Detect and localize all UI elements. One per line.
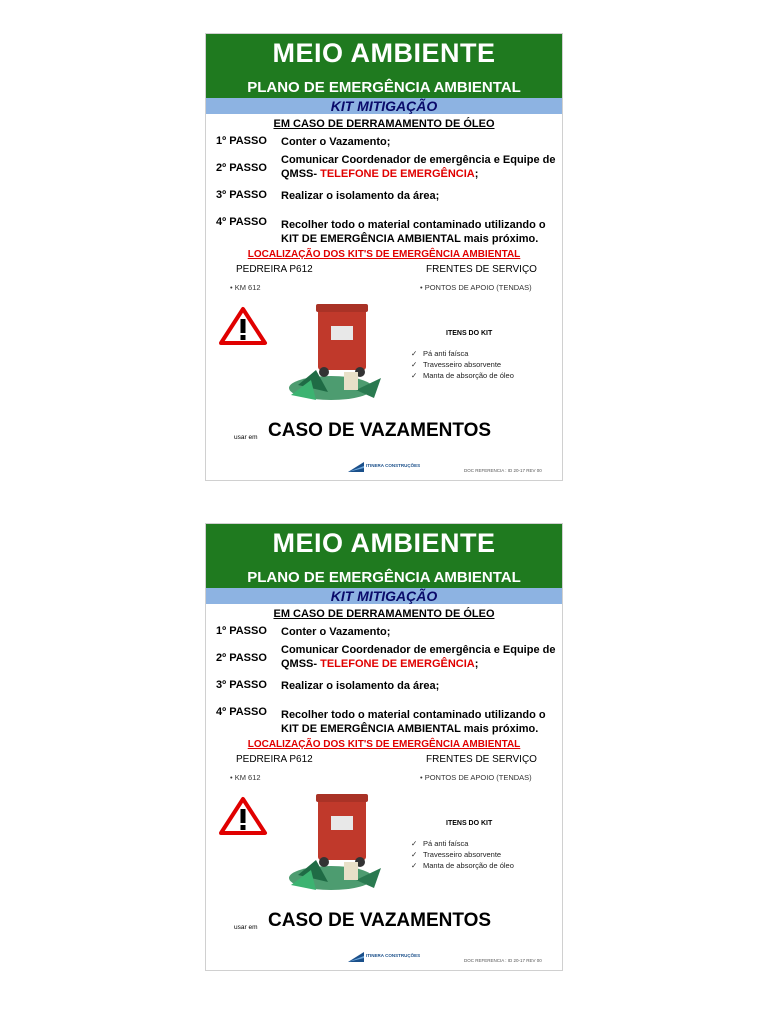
left-item: • KM 612 bbox=[230, 283, 261, 292]
case-heading: EM CASO DE DERRAMAMENTO DE ÓLEO bbox=[273, 608, 495, 620]
kit-items-heading: ITENS DO KIT bbox=[446, 820, 493, 827]
right-item: • PONTOS DE APOIO (TENDAS) bbox=[420, 283, 532, 292]
usar-label: usar em bbox=[234, 434, 258, 441]
poster-header bbox=[206, 524, 562, 588]
poster-header bbox=[206, 34, 562, 98]
emergency-poster-1 bbox=[205, 33, 563, 481]
poster-subtitle: PLANO DE EMERGÊNCIA AMBIENTAL bbox=[247, 79, 521, 96]
right-site: FRENTES DE SERVIÇO bbox=[426, 264, 537, 275]
poster-subtitle: PLANO DE EMERGÊNCIA AMBIENTAL bbox=[247, 569, 521, 586]
list-item: ✓ Pá anti faísca bbox=[411, 349, 469, 358]
kit-items-list bbox=[411, 348, 514, 381]
step-label: 1º PASSO bbox=[216, 135, 267, 147]
check-icon: ✓ bbox=[411, 850, 418, 859]
check-icon: ✓ bbox=[411, 861, 418, 870]
logo-mark-icon bbox=[348, 462, 364, 472]
step-label: 1º PASSO bbox=[216, 625, 267, 637]
step-text: Realizar o isolamento da área; bbox=[281, 190, 440, 202]
emergency-phone-label: TELEFONE DE EMERGÊNCIA bbox=[320, 168, 475, 180]
spill-kit-bin-image bbox=[286, 300, 396, 410]
doc-reference: DOC REFERENCIA : ID 20-17 REV 00 bbox=[464, 958, 542, 963]
step-text: Recolher todo o material contaminado utilizando o KIT DE EMERGÊNCIA AMBIENTAL mais próximo. bbox=[281, 219, 546, 245]
step-text: Comunicar Coordenador de emergência e Equipe de QMSS- TELEFONE DE EMERGÊNCIA; bbox=[281, 154, 556, 180]
warning-triangle-icon bbox=[218, 306, 268, 346]
list-item: ✓ Travesseiro absorvente bbox=[411, 850, 502, 859]
left-site: PEDREIRA P612 bbox=[236, 754, 313, 765]
right-site: FRENTES DE SERVIÇO bbox=[426, 754, 537, 765]
left-site: PEDREIRA P612 bbox=[236, 264, 313, 275]
check-icon: ✓ bbox=[411, 839, 418, 848]
list-item: ✓ Pá anti faísca bbox=[411, 839, 469, 848]
kit-items-heading: ITENS DO KIT bbox=[446, 330, 493, 337]
step-label: 2º PASSO bbox=[216, 162, 267, 174]
check-icon: ✓ bbox=[411, 349, 418, 358]
step-label: 3º PASSO bbox=[216, 679, 267, 691]
kit-items-list bbox=[411, 838, 514, 871]
poster-title: MEIO AMBIENTE bbox=[272, 38, 496, 68]
list-item: ✓ Travesseiro absorvente bbox=[411, 360, 502, 369]
step-label: 4º PASSO bbox=[216, 706, 267, 718]
cta-text: CASO DE VAZAMENTOS bbox=[268, 910, 492, 931]
emergency-poster-2 bbox=[205, 523, 563, 971]
location-heading: LOCALIZAÇÃO DOS KIT'S DE EMERGÊNCIA AMBIENTAL bbox=[247, 249, 521, 260]
list-item: ✓ Manta de absorção de óleo bbox=[411, 861, 514, 870]
step-text: Conter o Vazamento; bbox=[281, 626, 391, 638]
step-text: Comunicar Coordenador de emergência e Equipe de QMSS- TELEFONE DE EMERGÊNCIA; bbox=[281, 644, 556, 670]
check-icon: ✓ bbox=[411, 360, 418, 369]
right-item: • PONTOS DE APOIO (TENDAS) bbox=[420, 773, 532, 782]
step-label: 2º PASSO bbox=[216, 652, 267, 664]
doc-reference: DOC REFERENCIA : ID 20-17 REV 00 bbox=[464, 468, 542, 473]
cta-text: CASO DE VAZAMENTOS bbox=[268, 420, 492, 441]
company-logo: ITINERA CONSTRUÇÕES bbox=[348, 459, 428, 471]
step-text: Realizar o isolamento da área; bbox=[281, 680, 440, 692]
poster-title: MEIO AMBIENTE bbox=[272, 528, 496, 558]
warning-triangle-icon bbox=[218, 796, 268, 836]
list-item: ✓ Manta de absorção de óleo bbox=[411, 371, 514, 380]
case-heading: EM CASO DE DERRAMAMENTO DE ÓLEO bbox=[273, 118, 495, 130]
step-text: Conter o Vazamento; bbox=[281, 136, 391, 148]
emergency-phone-label: TELEFONE DE EMERGÊNCIA bbox=[320, 658, 475, 670]
location-heading: LOCALIZAÇÃO DOS KIT'S DE EMERGÊNCIA AMBIENTAL bbox=[247, 739, 521, 750]
kit-band: KIT MITIGAÇÃO bbox=[206, 98, 562, 114]
logo-mark-icon bbox=[348, 952, 364, 962]
usar-label: usar em bbox=[234, 924, 258, 931]
company-logo: ITINERA CONSTRUÇÕES bbox=[348, 949, 428, 961]
left-item: • KM 612 bbox=[230, 773, 261, 782]
step-label: 3º PASSO bbox=[216, 189, 267, 201]
check-icon: ✓ bbox=[411, 371, 418, 380]
step-text: Recolher todo o material contaminado utilizando o KIT DE EMERGÊNCIA AMBIENTAL mais próximo. bbox=[281, 709, 546, 735]
spill-kit-bin-image bbox=[286, 790, 396, 900]
step-label: 4º PASSO bbox=[216, 216, 267, 228]
kit-band: KIT MITIGAÇÃO bbox=[206, 588, 562, 604]
